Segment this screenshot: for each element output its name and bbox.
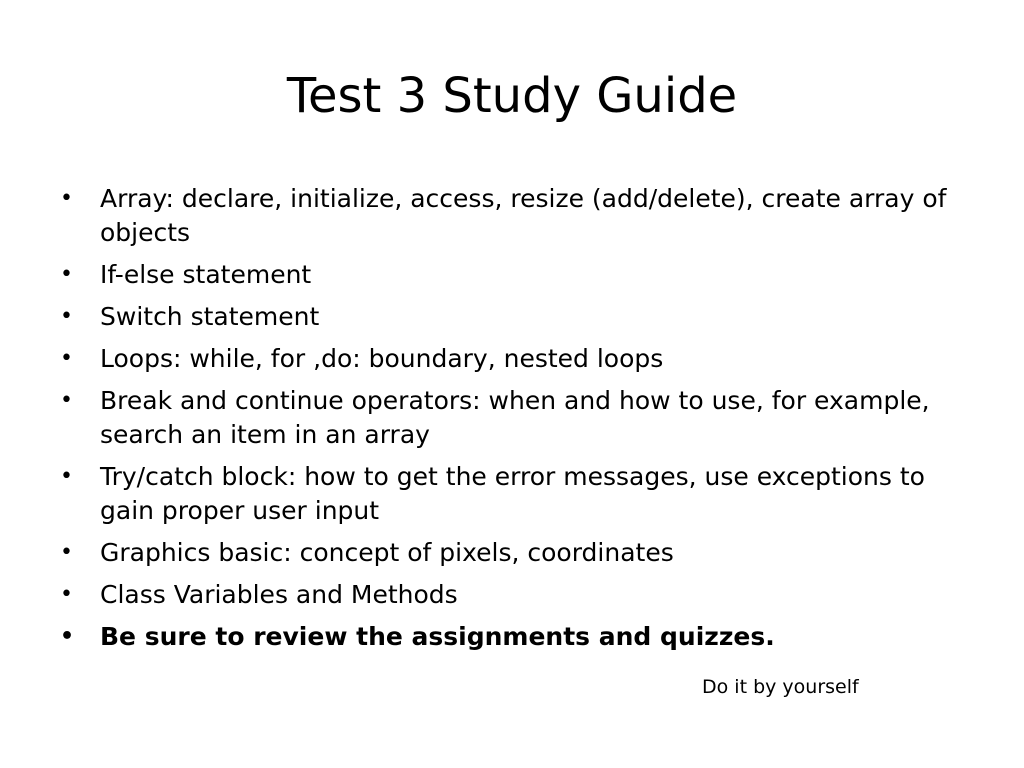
bullet-item: [60, 578, 960, 612]
bullet-item: [60, 258, 960, 292]
bullet-text: Class Variables and Methods: [100, 580, 458, 609]
bullet-text: Array: declare, initialize, access, resize (add/delete), create array of objects: [100, 184, 947, 247]
bullet-icon: •: [60, 304, 73, 329]
bullet-item: [60, 384, 960, 452]
bullet-text: Switch statement: [100, 302, 320, 331]
bullet-item: [60, 536, 960, 570]
bullet-text: Break and continue operators: when and how to use, for example, search an item in an array: [100, 386, 930, 449]
footnote: Do it by yourself: [702, 676, 859, 698]
bullet-icon: •: [60, 346, 73, 371]
bullet-list: [60, 182, 960, 662]
bullet-text: Be sure to review the assignments and quizzes.: [100, 622, 775, 651]
bullet-icon: •: [60, 388, 73, 413]
bullet-item-emphasis: [60, 620, 960, 654]
bullet-item: [60, 300, 960, 334]
bullet-icon: •: [60, 464, 73, 489]
bullet-item: [60, 460, 960, 528]
bullet-icon: •: [60, 540, 73, 565]
bullet-icon: •: [60, 582, 73, 607]
bullet-item: [60, 342, 960, 376]
bullet-item: [60, 182, 960, 250]
bullet-text: Try/catch block: how to get the error messages, use exceptions to gain proper user input: [100, 462, 925, 525]
bullet-text: Loops: while, for ,do: boundary, nested loops: [100, 344, 664, 373]
bullet-icon: •: [60, 624, 75, 649]
slide-title: Test 3 Study Guide: [286, 68, 738, 124]
bullet-icon: •: [60, 186, 73, 211]
bullet-icon: •: [60, 262, 73, 287]
bullet-text: If-else statement: [100, 260, 312, 289]
bullet-text: Graphics basic: concept of pixels, coordinates: [100, 538, 674, 567]
